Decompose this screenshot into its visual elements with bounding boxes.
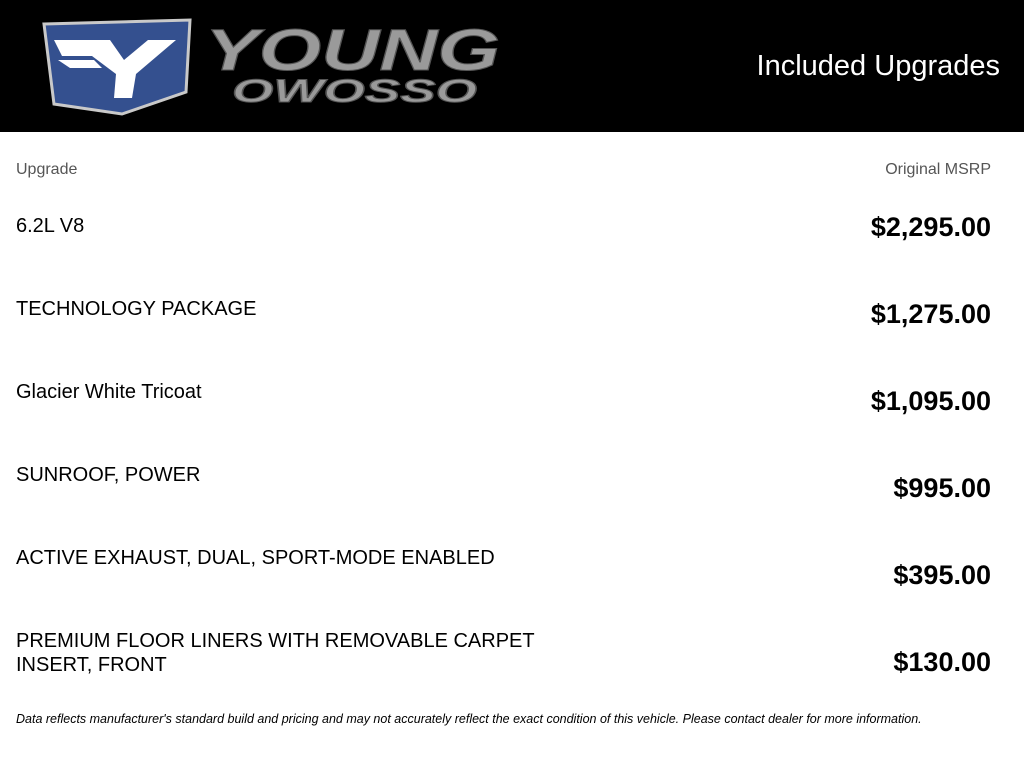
upgrade-name: ACTIVE EXHAUST, DUAL, SPORT-MODE ENABLED xyxy=(16,547,495,569)
dealer-logo xyxy=(40,18,510,118)
upgrade-price: $1,095.00 xyxy=(870,386,991,416)
upgrade-name: Glacier White Tricoat xyxy=(16,381,202,403)
column-header-msrp: Original MSRP xyxy=(885,161,991,178)
logo-text-owosso: OWOSSO xyxy=(232,73,478,109)
upgrade-price: $995.00 xyxy=(893,473,991,503)
upgrade-name: PREMIUM FLOOR LINERS WITH REMOVABLE CARPET INSERT, FRONT xyxy=(16,630,535,676)
upgrade-name: TECHNOLOGY PACKAGE xyxy=(16,298,257,320)
page-title: Included Upgrades xyxy=(756,50,1000,82)
upgrade-price: $130.00 xyxy=(893,647,991,677)
upgrade-price: $2,295.00 xyxy=(870,212,991,242)
logo-text-young: YOUNG xyxy=(205,18,500,83)
header-bar xyxy=(0,0,1024,132)
upgrade-price: $395.00 xyxy=(893,560,991,590)
upgrade-name: 6.2L V8 xyxy=(16,215,85,237)
upgrade-name: SUNROOF, POWER xyxy=(16,464,201,486)
column-header-upgrade: Upgrade xyxy=(16,161,78,178)
upgrade-price: $1,275.00 xyxy=(870,299,991,329)
disclaimer-note: Data reflects manufacturer's standard build and pricing and may not accurately reflect the exact condition of this vehicle. Please contact dealer for more information. xyxy=(16,712,922,726)
